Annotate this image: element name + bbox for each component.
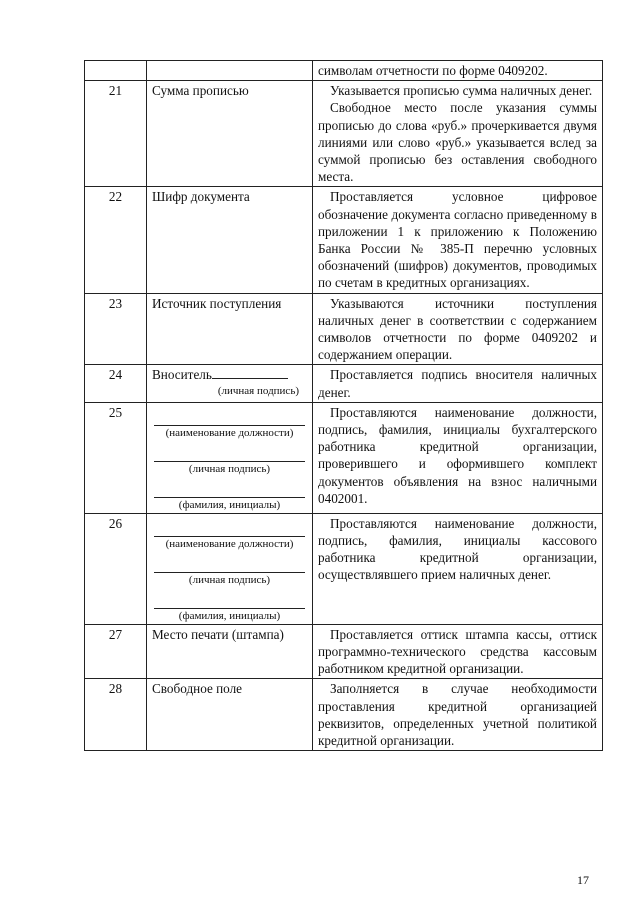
table-row [85, 365, 603, 402]
field-name: Шифр документа [147, 187, 313, 293]
field-description: символам отчетности по форме 0409202. [313, 61, 603, 81]
table-row [85, 402, 603, 513]
field-name [147, 402, 313, 513]
field-description: Проставляется условное цифровое обозначение документа согласно приведенному в приложении 1 к приложению к Положению Банка России № 385-П перечню условных обозначений (шифров) документов, проводимых по счетам в кредитных организациях. [313, 187, 603, 293]
table-row [85, 513, 603, 624]
table-row [85, 187, 603, 293]
row-number: 27 [85, 624, 147, 679]
signature-caption: (личная подпись) [188, 462, 271, 475]
name-line [154, 485, 305, 498]
field-description: Указывается прописью сумма наличных денег. Свободное место после указания суммы прописью до слова «руб.» прочеркивается двумя линиями или слово «руб.» указывается вслед за суммой прописью без оставления свободного места. [313, 81, 603, 187]
table-row [85, 61, 603, 81]
position-caption: (наименование должности) [165, 426, 294, 439]
name-caption: (фамилия, инициалы) [178, 498, 281, 511]
signature-line [154, 560, 305, 573]
signature-line [154, 449, 305, 462]
instructions-table [84, 60, 603, 751]
position-caption: (наименование должности) [165, 537, 294, 550]
name-line [154, 596, 305, 609]
row-number: 24 [85, 365, 147, 402]
row-number: 21 [85, 81, 147, 187]
row-number: 28 [85, 679, 147, 751]
field-description: Проставляется подпись вносителя наличных денег. [313, 365, 603, 402]
depositor-label: Вноситель [152, 367, 212, 383]
signature-line [212, 366, 288, 379]
row-number: 26 [85, 513, 147, 624]
position-line [154, 413, 305, 426]
field-description: Указываются источники поступления наличных денег в соответствии с содержанием символов отчетности по форме 0409202 и содержанием операции. [313, 293, 603, 365]
field-name: Свободное поле [147, 679, 313, 751]
table-row [85, 293, 603, 365]
field-description: Проставляются наименование должности, подпись, фамилия, инициалы кассового работника кредитной организации, осуществлявшего прием наличных денег. [313, 513, 603, 624]
field-name: Источник поступления [147, 293, 313, 365]
field-description: Заполняется в случае необходимости проставления кредитной организацией реквизитов, определенных учетной политикой кредитной организации. [313, 679, 603, 751]
field-name [147, 61, 313, 81]
field-name: Сумма прописью [147, 81, 313, 187]
table-row [85, 679, 603, 751]
row-number [85, 61, 147, 81]
signature-caption: (личная подпись) [188, 573, 271, 586]
name-caption: (фамилия, инициалы) [178, 609, 281, 622]
row-number: 22 [85, 187, 147, 293]
table-row [85, 81, 603, 187]
page-number: 17 [577, 873, 589, 887]
field-name [147, 513, 313, 624]
field-name: Место печати (штампа) [147, 624, 313, 679]
field-description: Проставляется оттиск штампа кассы, оттиск программно-технического средства кассовым работником кредитной организации. [313, 624, 603, 679]
position-line [154, 524, 305, 537]
signature-caption: (личная подпись) [217, 384, 299, 397]
table-row [85, 624, 603, 679]
field-name [147, 365, 313, 402]
row-number: 23 [85, 293, 147, 365]
field-description: Проставляются наименование должности, подпись, фамилия, инициалы бухгалтерского работника кредитной организации, проверившего и оформившего комплект документов объявления на взнос наличными 0402001. [313, 402, 603, 513]
row-number: 25 [85, 402, 147, 513]
